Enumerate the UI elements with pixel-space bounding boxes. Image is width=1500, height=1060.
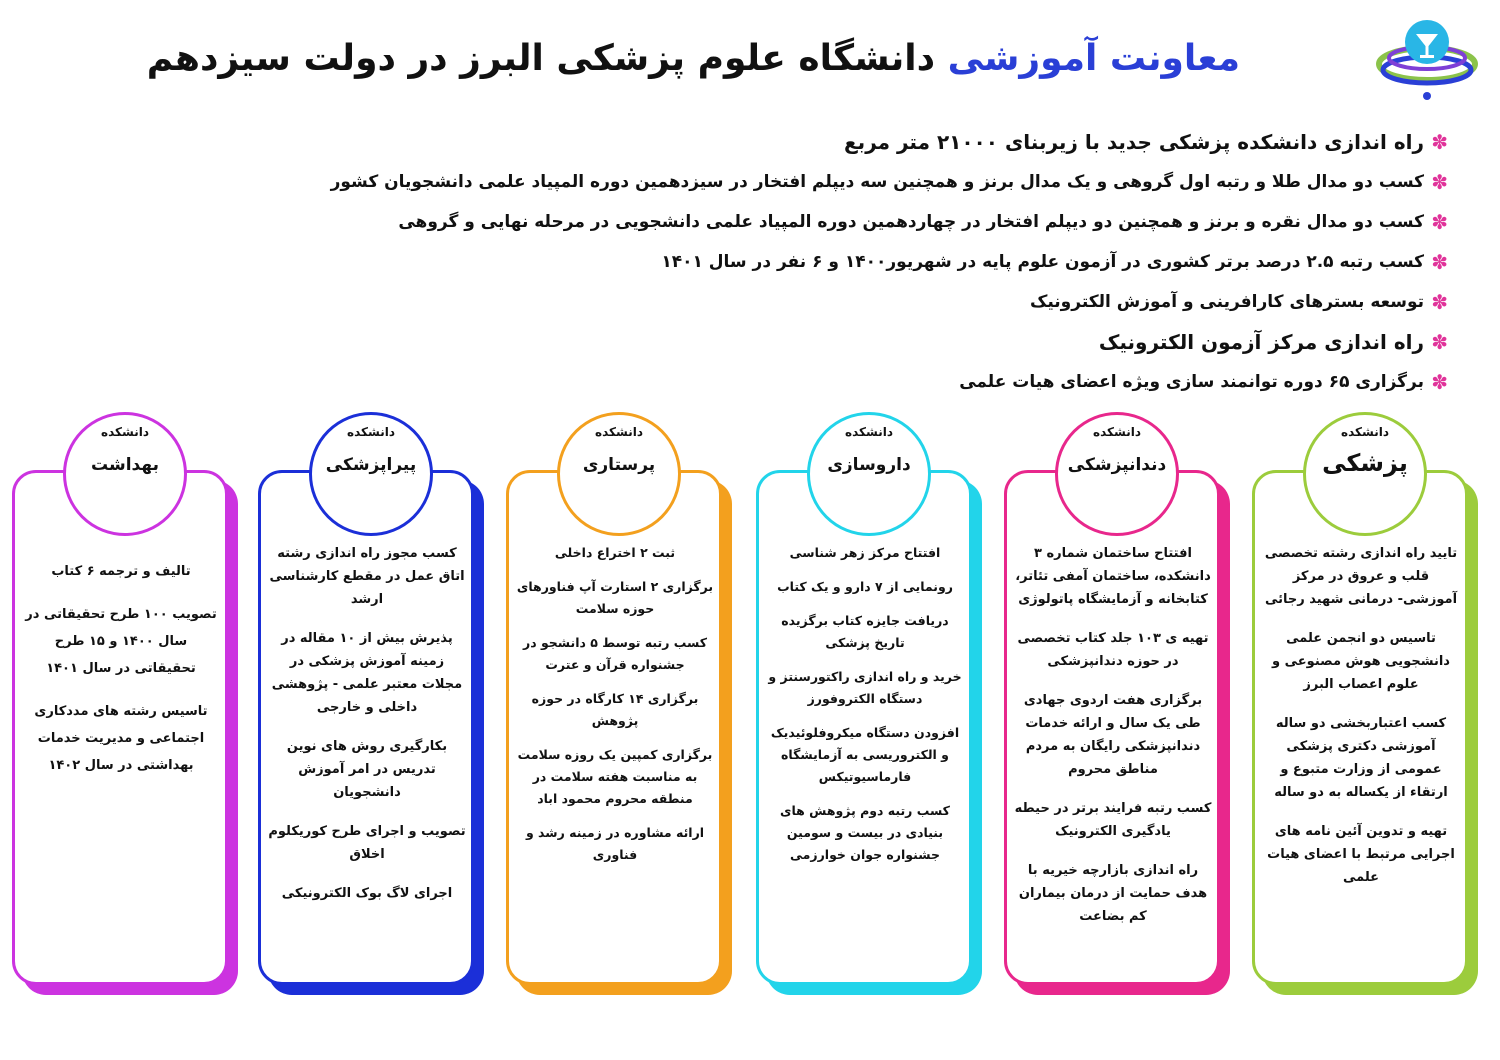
faculty-badge xyxy=(557,412,681,536)
faculty-label: دانشکده xyxy=(845,425,893,439)
list-item-text: راه اندازی دانشکده پزشکی جدید با زیربنای ۲۱۰۰۰ متر مربع xyxy=(844,130,1424,154)
university-logo-icon xyxy=(1372,12,1478,102)
faculty-pharmacy-card xyxy=(756,425,982,995)
card-item: پذیرش بیش از ۱۰ مقاله در زمینه آموزش پزشکی در مجلات معتبر علمی - پژوهشی داخلی و خارجی xyxy=(271,631,463,715)
card-item: بکارگیری روش های نوین تدریس در امر آموزش دانشجویان xyxy=(286,739,448,800)
list-item xyxy=(358,362,1448,402)
flower-bullet-icon: ✽ xyxy=(1431,250,1448,274)
faculty-badge xyxy=(63,412,187,536)
faculty-label: دانشکده xyxy=(595,425,643,439)
faculty-name: داروسازی xyxy=(827,455,911,475)
list-item-text: برگزاری ۶۵ دوره توانمند سازی ویژه اعضای هیات علمی xyxy=(959,372,1424,392)
list-item xyxy=(358,322,1448,362)
faculty-label: دانشکده xyxy=(1093,425,1141,439)
card-item: افزودن دستگاه میکروفلوئیدیک و الکتروریسی به آزمایشگاه فارماسیوتیکس xyxy=(770,725,960,784)
faculty-label: دانشکده xyxy=(347,425,395,439)
faculty-nursing-card xyxy=(506,425,732,995)
flower-bullet-icon: ✽ xyxy=(1431,170,1448,194)
faculty-name: پرستاری xyxy=(582,455,656,475)
card-item: تاسیس دو انجمن علمی دانشجویی هوش مصنوعی و علوم اعصاب البرز xyxy=(1272,631,1450,692)
card-item: خرید و راه اندازی راکتورسنتز و دستگاه الکتروفورز xyxy=(768,669,962,706)
faculty-medicine-card xyxy=(1252,425,1478,995)
title-accent: معاونت آموزشی xyxy=(947,38,1240,79)
card-item: رونمایی از ۷ دارو و یک کتاب xyxy=(777,579,953,594)
faculty-badge xyxy=(1055,412,1179,536)
card-item: تهیه ی ۱۰۳ جلد کتاب تخصصی در حوزه دندانپزشکی xyxy=(1017,631,1209,669)
card-item: کسب رتبه توسط ۵ دانشجو در جشنواره قرآن و عترت xyxy=(523,635,707,672)
card-item: ثبت ۲ اختراع داخلی xyxy=(554,545,676,560)
flower-bullet-icon: ✽ xyxy=(1431,210,1448,234)
list-item xyxy=(358,202,1448,242)
faculty-name: پیراپزشکی xyxy=(325,455,417,475)
list-item xyxy=(330,162,1448,202)
card-item: کسب رتبه دوم پژوهش های بنیادی در بیست و سومین جشنواره جوان خوارزمی xyxy=(780,803,950,862)
flower-bullet-icon: ✽ xyxy=(1431,290,1448,314)
list-item xyxy=(358,242,1448,282)
page-title xyxy=(146,38,1240,79)
list-item-text: کسب دو مدال نقره و برنز و همچنین دو دیپلم افتخار در چهاردهمین دوره المپیاد علمی دانشجویی در مرحله نهایی و گروهی xyxy=(398,212,1424,232)
card-item: راه اندازی بازارچه خیریه با هدف حمایت از درمان بیماران کم بضاعت xyxy=(1018,863,1208,924)
card-item: کسب اعتباربخشی دو ساله آموزشی دکتری پزشکی عمومی از وزارت متبوع و ارتقاء از یکساله به دو ساله xyxy=(1274,716,1448,800)
faculty-name: پزشکی xyxy=(1322,449,1408,477)
card-item: تاسیس رشته های مددکاری اجتماعی و مدیریت خدمات بهداشتی در سال ۱۴۰۲ xyxy=(34,704,208,773)
card-item: تصویب و اجرای طرح کوریکلوم اخلاق xyxy=(268,824,466,862)
card-item: برگزاری کمپین یک روزه سلامت به مناسبت هفته سلامت در منطقه محروم محمود اباد xyxy=(517,747,713,806)
list-item-text: راه اندازی مرکز آزمون الکترونیک xyxy=(1098,330,1424,354)
flower-bullet-icon: ✽ xyxy=(1431,330,1448,354)
card-item: برگزاری ۲ استارت آپ فناورهای حوزه سلامت xyxy=(516,579,714,616)
card-item: ارائه مشاوره در زمینه رشد و فناوری xyxy=(525,825,705,862)
card-item: دریافت جایزه کتاب برگزیده تاریخ پزشکی xyxy=(781,613,949,650)
list-item-text: توسعه بسترهای کارافرینی و آموزش الکترونیک xyxy=(1029,292,1424,312)
list-item xyxy=(358,282,1448,322)
achievements-list xyxy=(330,122,1448,402)
faculty-name: بهداشت xyxy=(91,455,159,475)
card-item: افتتاح ساختمان شماره ۳ دانشکده، ساختمان آمفی تئاتر، کتابخانه و آزمایشگاه پاتولوژی xyxy=(1015,546,1211,607)
card-item: برگزاری هفت اردوی جهادی طی یک سال و ارائه خدمات دندانپزشکی رایگان به مردم مناطق محروم xyxy=(1023,693,1203,777)
list-item-text: کسب دو مدال طلا و رتبه اول گروهی و یک مدال برنز و همچنین سه دیپلم افتخار در سیزدهمین دوره المپیاد علمی دانشجویان کشور xyxy=(330,172,1424,192)
card-item: اجرای لاگ بوک الکترونیکی xyxy=(281,886,453,901)
faculty-paramedical-card xyxy=(258,425,484,995)
card-item: تصویب ۱۰۰ طرح تحقیقاتی در سال ۱۴۰۰ و ۱۵ طرح تحقیقاتی در سال ۱۴۰۱ xyxy=(25,607,217,676)
faculty-health-card xyxy=(12,425,238,995)
card-item: افتتاح مرکز زهر شناسی xyxy=(789,545,941,560)
faculty-label: دانشکده xyxy=(101,425,149,439)
card-item: برگزاری ۱۴ کارگاه در حوزه پژوهش xyxy=(531,691,699,728)
faculty-badge xyxy=(1303,412,1427,536)
faculty-label: دانشکده xyxy=(1341,425,1389,439)
list-item-text: کسب رتبه ۲.۵ درصد برتر کشوری در آزمون علوم پایه در شهریور۱۴۰۰ و ۶ نفر در سال ۱۴۰۱ xyxy=(661,252,1424,272)
list-item xyxy=(358,122,1448,162)
title-main: دانشگاه علوم پزشکی البرز در دولت سیزدهم xyxy=(146,38,948,79)
card-item: تهیه و تدوین آئین نامه های اجرایی مرتبط با اعضای هیات علمی xyxy=(1267,824,1455,885)
faculty-name: دندانپزشکی xyxy=(1067,455,1167,475)
flower-bullet-icon: ✽ xyxy=(1431,130,1448,154)
faculty-badge xyxy=(807,412,931,536)
card-item: تایید راه اندازی رشته تخصصی قلب و عروق در مرکز آموزشی- درمانی شهید رجائی xyxy=(1264,546,1458,607)
card-item: کسب مجوز راه اندازی رشته اتاق عمل در مقطع کارشناسی ارشد xyxy=(269,546,465,607)
faculty-badge xyxy=(309,412,433,536)
faculty-dentistry-card xyxy=(1004,425,1230,995)
flower-bullet-icon: ✽ xyxy=(1431,370,1448,394)
card-item: کسب رتبه فرایند برتر در حیطه یادگیری الکترونیک xyxy=(1014,801,1212,839)
card-item: تالیف و ترجمه ۶ کتاب xyxy=(51,564,191,579)
